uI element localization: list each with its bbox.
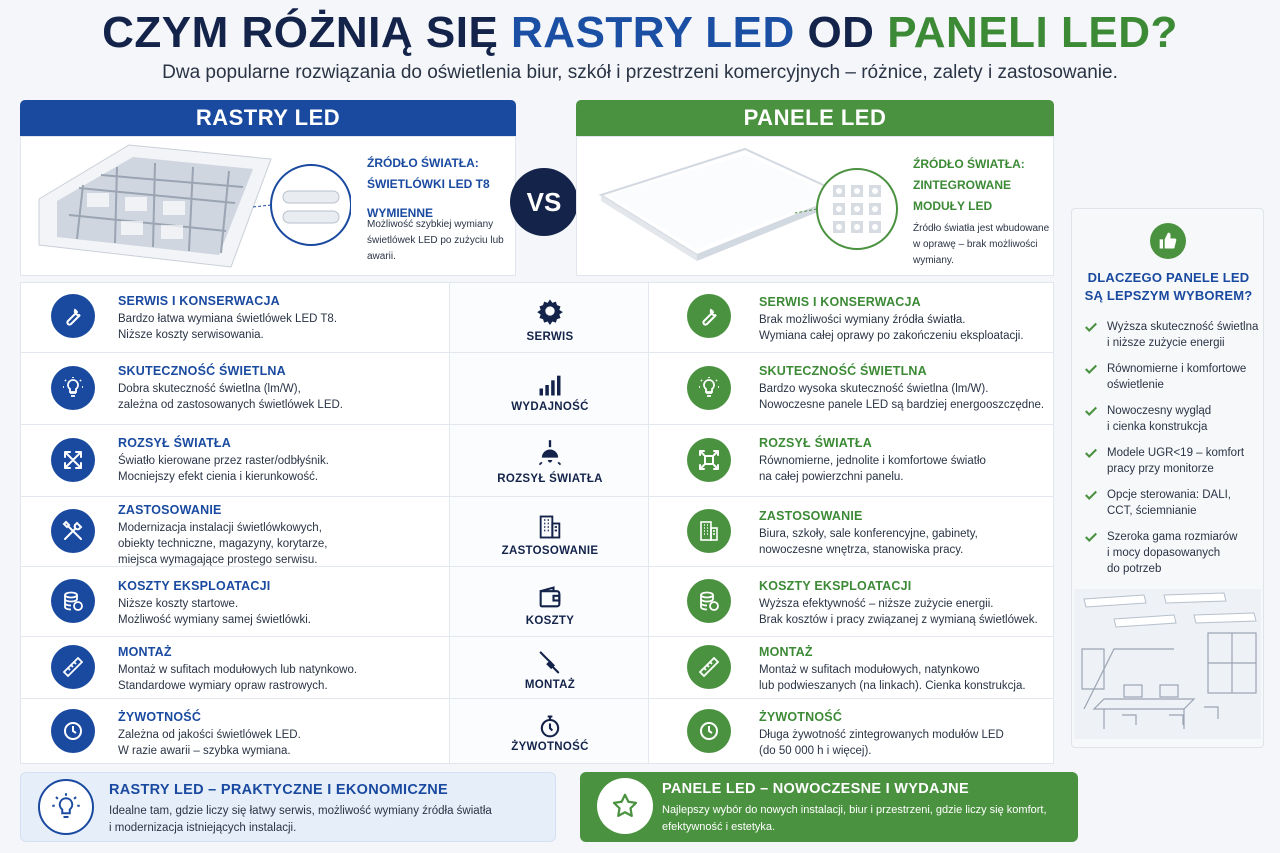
panele-source-desc: Źródło światła jest wbudowane w oprawę – brak możliwości wymiany. [913, 223, 1050, 266]
row-line: Możliwość wymiany samej świetlówki. [118, 614, 311, 626]
building-icon [450, 513, 650, 541]
category-cell [449, 425, 649, 496]
row-line: Wymiana całej oprawy po zakończeniu eksploatacji. [759, 330, 1024, 342]
list-item-text: Opcje sterowania: DALI, [1107, 489, 1232, 501]
list-item-text: Wyższa skuteczność świetlna [1107, 321, 1259, 333]
row-title: ROZSYŁ ŚWIATŁA [118, 436, 231, 450]
panele-header: PANELE LED [576, 100, 1054, 136]
list-item-text: pracy przy monitorze [1107, 463, 1214, 475]
table-row [21, 353, 1053, 425]
row-line: Modernizacja instalacji świetlówkowych, [118, 522, 322, 534]
building-icon [687, 509, 731, 553]
row-line: Montaż w sufitach modułowych, natynkowo [759, 664, 980, 676]
category-cell [449, 497, 649, 566]
check-icon [1084, 404, 1098, 418]
lightbulb-icon [51, 366, 95, 410]
row-line: Standardowe wymiary opraw rastrowych. [118, 680, 328, 692]
row-line: Światło kierowane przez raster/odbłyśnik. [118, 455, 329, 467]
panele-source-title [913, 154, 1053, 217]
row-line: lub podwieszanych (na linkach). Cienka konstrukcja. [759, 680, 1026, 692]
check-icon [1084, 488, 1098, 502]
category-label: KOSZTY [525, 615, 575, 627]
row-line: obiekty techniczne, magazyny, korytarze, [118, 538, 328, 550]
category-label: ŻYWOTNOŚĆ [511, 741, 589, 753]
row-line: Nowoczesne panele LED są bardziej energooszczędne. [759, 399, 1045, 411]
benefit-list [1084, 319, 1261, 587]
list-item-text: Modele UGR<19 – komfort [1107, 447, 1245, 459]
list-item-text: i niższe zużycie energii [1107, 337, 1225, 349]
row-line: W razie awarii – szybka wymiana. [118, 745, 291, 757]
row-line: Wyższa efektywność – niższe zużycie energii. [759, 598, 994, 610]
row-title: SKUTECZNOŚĆ ŚWIETLNA [118, 364, 286, 378]
source-title-line: ŹRÓDŁO ŚWIATŁA: [913, 157, 1025, 171]
row-line: Bardzo wysoka skuteczność świetlna (lm/W). [759, 383, 989, 395]
source-title-line: ŹRÓDŁO ŚWIATŁA: [367, 156, 479, 170]
row-line: na całej powierzchni panelu. [759, 471, 904, 483]
list-item [1084, 403, 1261, 435]
table-row [21, 567, 1053, 637]
title-panele: PANELI LED? [887, 8, 1178, 57]
table-row [21, 637, 1053, 699]
row-title: MONTAŻ [759, 645, 813, 659]
row-title: ŻYWOTNOŚĆ [759, 710, 843, 724]
ruler-icon [687, 645, 731, 689]
wallet-icon [450, 583, 650, 611]
led-panel-illustration [577, 137, 907, 277]
source-title-line: WYMIENNE [367, 206, 433, 220]
row-line: Niższe koszty serwisowania. [118, 329, 264, 341]
row-title: MONTAŻ [118, 645, 172, 659]
table-row [21, 497, 1053, 567]
raster-luminaire-illustration [21, 137, 351, 277]
row-line: Biura, szkoły, sale konferencyjne, gabinety, [759, 528, 978, 540]
rastry-cell [21, 353, 449, 424]
summary-title: PANELE LED – NOWOCZESNE I WYDAJNE [662, 781, 969, 797]
list-item [1084, 529, 1261, 577]
stopwatch-icon [450, 713, 650, 741]
lightbulb-icon [687, 366, 731, 410]
sidebar-title-line: SĄ LEPSZYM WYBOREM? [1084, 288, 1253, 303]
list-item-text: Nowoczesny wygląd [1107, 405, 1212, 417]
table-row [21, 283, 1053, 353]
check-icon [1084, 446, 1098, 460]
expand-frame-icon [687, 438, 731, 482]
row-line: Bardzo łatwa wymiana świetlówek LED T8. [118, 313, 338, 325]
rastry-hero [20, 136, 516, 276]
check-icon [1084, 320, 1098, 334]
list-item-text: i mocy dopasowanych [1107, 547, 1221, 559]
list-item-text: Szeroka gama rozmiarów [1107, 531, 1238, 543]
sidebar-title-line: DLACZEGO PANELE LED [1087, 270, 1250, 285]
panele-cell [649, 425, 1053, 496]
list-item-text: oświetlenie [1107, 379, 1164, 391]
row-line: Dobra skuteczność świetlna (lm/W), [118, 383, 301, 395]
check-icon [1084, 362, 1098, 376]
tools-icon [51, 509, 95, 553]
category-cell [449, 353, 649, 424]
panele-cell [649, 353, 1053, 424]
row-line: Brak możliwości wymiany źródła światła. [759, 314, 966, 326]
title-part: CZYM RÓŻNIĄ SIĘ [102, 8, 512, 57]
row-title: ŻYWOTNOŚĆ [118, 710, 202, 724]
screwdriver-icon [450, 649, 650, 677]
row-title: KOSZTY EKSPLOATACJI [759, 579, 912, 593]
panele-summary [580, 772, 1078, 842]
rastry-source-title [367, 153, 512, 224]
category-label: WYDAJNOŚĆ [511, 401, 589, 413]
row-line: miejsca wymagające prostego serwisu. [118, 554, 318, 566]
row-title: SERWIS I KONSERWACJA [118, 294, 280, 308]
office-illustration [1074, 589, 1261, 739]
ruler-icon [51, 645, 95, 689]
table-row [21, 425, 1053, 497]
table-row [21, 699, 1053, 763]
list-item-text: do potrzeb [1107, 563, 1162, 575]
rastry-cell [21, 283, 449, 352]
star-icon [597, 778, 653, 834]
title-part: OD [794, 8, 888, 57]
row-line: Zależna od jakości świetlówek LED. [118, 729, 301, 741]
summary-line: efektywność i estetyka. [662, 821, 776, 833]
wrench-icon [51, 294, 95, 338]
summary-text [662, 802, 1072, 836]
row-line: zależna od zastosowanych świetlówek LED. [118, 399, 344, 411]
list-item [1084, 445, 1261, 477]
category-cell [449, 283, 649, 352]
panele-cell [649, 283, 1053, 352]
row-line: Mocniejszy efekt cienia i kierunkowość. [118, 471, 319, 483]
rastry-cell [21, 637, 449, 698]
row-title: KOSZTY EKSPLOATACJI [118, 579, 271, 593]
rastry-summary [20, 772, 556, 842]
summary-line: Najlepszy wybór do nowych instalacji, biur i przestrzeni, gdzie liczy się komfort, [662, 804, 1047, 816]
list-item-text: i cienka konstrukcja [1107, 421, 1208, 433]
title-rastry: RASTRY LED [511, 8, 795, 57]
wrench-icon [687, 294, 731, 338]
panele-hero [576, 136, 1054, 276]
row-line: Brak kosztów i pracy związanej z wymianą świetlówek. [759, 614, 1038, 626]
list-item-text: CCT, ściemnianie [1107, 505, 1197, 517]
rastry-header: RASTRY LED [20, 100, 516, 136]
row-title: ZASTOSOWANIE [759, 509, 863, 523]
why-panels-sidebar [1071, 208, 1264, 748]
source-title-line: ZINTEGROWANE [913, 178, 1011, 192]
source-title-line: MODUŁY LED [913, 199, 993, 213]
row-title: SKUTECZNOŚĆ ŚWIETLNA [759, 364, 927, 378]
category-label: ZASTOSOWANIE [501, 545, 599, 557]
row-title: ROZSYŁ ŚWIATŁA [759, 436, 872, 450]
source-title-line: ŚWIETLÓWKI LED T8 [367, 177, 490, 191]
list-item [1084, 361, 1261, 393]
list-item-text: Równomierne i komfortowe [1107, 363, 1247, 375]
check-icon [1084, 530, 1098, 544]
coins-icon [51, 579, 95, 623]
expand-arrows-icon [51, 438, 95, 482]
category-label: SERWIS [526, 331, 574, 343]
row-line: Montaż w sufitach modułowych lub natynkowo. [118, 664, 358, 676]
clock-icon [51, 709, 95, 753]
lightbulb-icon [38, 779, 94, 835]
rastry-cell [21, 497, 449, 566]
panele-cell [649, 497, 1053, 566]
page-subtitle: Dwa popularne rozwiązania do oświetlenia biur, szkół i przestrzeni komercyjnych – różnice, zalety i zastosowanie. [162, 62, 1118, 83]
summary-line: i modernizacja istniejących instalacji. [109, 822, 297, 834]
category-label: MONTAŻ [524, 679, 576, 691]
category-label: ROZSYŁ ŚWIATŁA [497, 473, 603, 485]
sidebar-title [1080, 269, 1257, 305]
row-title: ZASTOSOWANIE [118, 503, 222, 517]
panele-cell [649, 567, 1053, 636]
panele-cell [649, 699, 1053, 763]
row-line: nowoczesne wnętrza, stanowiska pracy. [759, 544, 964, 556]
bar-chart-icon [450, 371, 650, 399]
rastry-cell [21, 699, 449, 763]
rastry-cell [21, 567, 449, 636]
row-line: Niższe koszty startowe. [118, 598, 239, 610]
clock-icon [687, 709, 731, 753]
list-item [1084, 319, 1261, 351]
category-cell [449, 699, 649, 763]
row-line: (do 50 000 h i więcej). [759, 745, 872, 757]
comparison-table [20, 282, 1054, 764]
category-cell [449, 637, 649, 698]
rastry-source-desc: Możliwość szybkiej wymiany świetlówek LED po zużyciu lub awarii. [367, 219, 504, 262]
ceiling-lamp-icon [450, 439, 650, 467]
vs-badge: VS [510, 168, 578, 236]
summary-title: RASTRY LED – PRAKTYCZNE I EKONOMICZNE [109, 782, 448, 798]
row-line: Długa żywotność zintegrowanych modułów LED [759, 729, 1004, 741]
rastry-cell [21, 425, 449, 496]
row-title: SERWIS I KONSERWACJA [759, 295, 921, 309]
panele-cell [649, 637, 1053, 698]
summary-text [109, 803, 549, 837]
summary-line: Idealne tam, gdzie liczy się łatwy serwis, możliwość wymiany źródła światła [109, 805, 492, 817]
gear-icon [450, 297, 650, 325]
page-title [0, 8, 1280, 58]
thumbs-up-icon [1150, 223, 1186, 259]
category-cell [449, 567, 649, 636]
row-line: Równomierne, jednolite i komfortowe światło [759, 455, 986, 467]
coins-icon [687, 579, 731, 623]
list-item [1084, 487, 1261, 519]
